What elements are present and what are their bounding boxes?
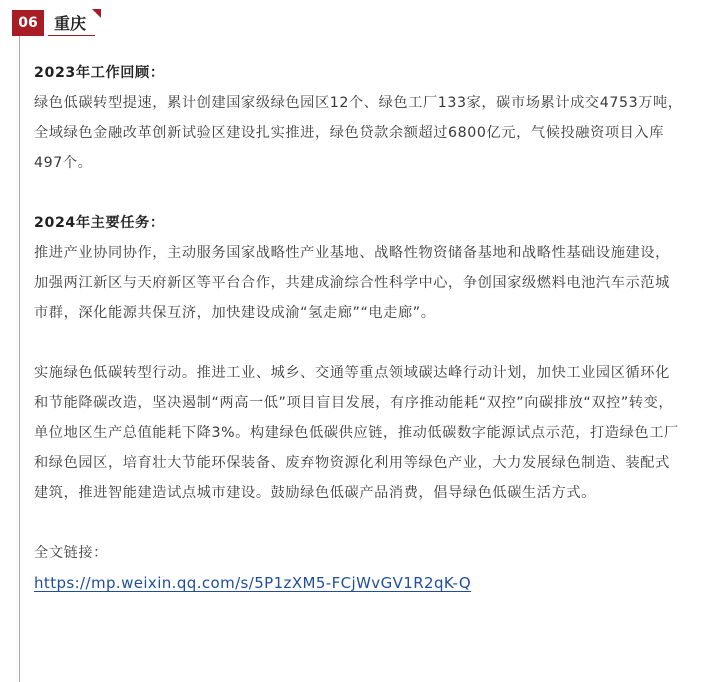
spacer [34,178,684,208]
review-heading: 2023年工作回顾： [34,65,165,81]
section-header [12,10,95,36]
tasks-paragraph-2: 实施绿色低碳转型行动。推进工业、城乡、交通等重点领域碳达峰行动计划，加快工业园区循环化和节能降碳改造，坚决遏制“两高一低”项目盲目发展，有序推动能耗“双控”向碳排放“双控”转变，单位地区生产总值能耗下降3%。构建绿色低碳供应链，推动低碳数字能源试点示范，打造绿色工厂和绿色园区，培育壮大节能环保装备、废弃物资源化利用等绿色产业，大力发展绿色制造、装配式建筑，推进智能建造试点城市建设。鼓励绿色低碳产品消费，倡导绿色低碳生活方式。 [34,365,679,501]
spacer [34,328,684,358]
corner-triangle-icon [92,9,101,18]
tasks-heading: 2024年主要任务： [34,215,165,231]
review-body: 绿色低碳转型提速，累计创建国家级绿色园区12个、绿色工厂133家，碳市场累计成交4753万吨，全域绿色金融改革创新试验区建设扎实推进，绿色贷款余额超过6800亿元，气候投融资项目入库497个。 [34,95,683,171]
article-content [34,58,684,599]
tasks-paragraph-1: 推进产业协同协作，主动服务国家战略性产业基地、战略性物资储备基地和战略性基础设施建设，加强两江新区与天府新区等平台合作，共建成渝综合性科学中心，争创国家级燃料电池汽车示范城市群，深化能源共保互济，加快建设成渝“氢走廊”“电走廊”。 [34,245,670,321]
link-label: 全文链接： [34,545,108,561]
section-number-badge: 06 [12,10,44,36]
left-rule [19,36,20,682]
spacer [34,508,684,538]
full-text-link[interactable]: https://mp.weixin.qq.com/s/5P1zXM5-FCjWvGV1R2qK-Q [34,574,472,592]
section-title [48,11,95,36]
city-title: 重庆 [54,14,87,33]
